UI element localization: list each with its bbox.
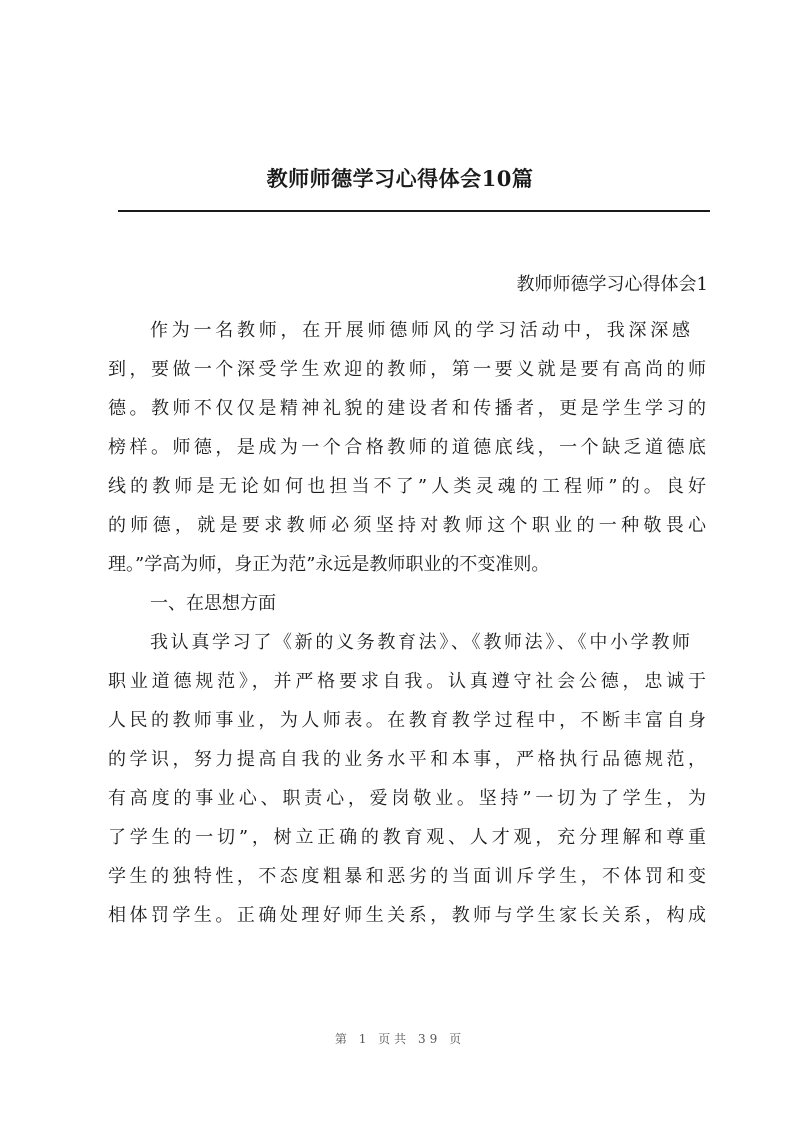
paragraph-line: 相体罚学生。正确处理好师生关系，教师与学生家长关系，构成 [108,905,706,926]
paragraph-line: 到，要做一个深受学生欢迎的教师，第一要义就是要有高尚的师 [108,359,706,380]
paragraph-line: 榜样。师德，是成为一个合格教师的道德底线，一个缺乏道德底 [108,437,706,458]
paragraph-line: 了学生的一切”，树立正确的教育观、人才观，充分理解和尊重 [108,827,706,848]
section-heading: 教师师德学习心得体会1 [516,274,708,295]
document-title: 教师师德学习心得体会10篇 [266,166,534,191]
paragraph-line: 学生的独特性，不态度粗暴和恶劣的当面训斥学生，不体罚和变 [108,866,706,887]
paragraph-line: 线的教师是无论如何也担当不了”人类灵魂的工程师”的。良好 [108,476,706,497]
paragraph-line: 的学识，努力提高自我的业务水平和本事，严格执行品德规范， [108,749,706,770]
paragraph-line: 的师德，就是要求教师必须坚持对教师这个职业的一种敬畏心 [108,515,706,536]
paragraph-line: 职业道德规范》，并严格要求自我。认真遵守社会公德，忠诚于 [108,671,706,692]
paragraph-line: 我认真学习了《新的义务教育法》、《教师法》、《中小学教师 [150,632,690,653]
paragraph-line: 有高度的事业心、职责心，爱岗敬业。坚持”一切为了学生，为 [108,788,706,809]
paragraph-line: 人民的教师事业，为人师表。在教育教学过程中，不断丰富自身 [108,710,706,731]
paragraph-line: 理。”学高为师，身正为范”永远是教师职业的不变准则。 [108,554,550,575]
paragraph-line: 德。教师不仅仅是精神礼貌的建设者和传播者，更是学生学习的 [108,398,706,419]
title-underline [118,210,710,212]
page-footer: 第 1 页共 39 页 [334,1032,466,1046]
subsection-heading: 一、在思想方面 [150,593,276,614]
paragraph-line: 作为一名教师，在开展师德师风的学习活动中，我深深感 [150,320,690,341]
